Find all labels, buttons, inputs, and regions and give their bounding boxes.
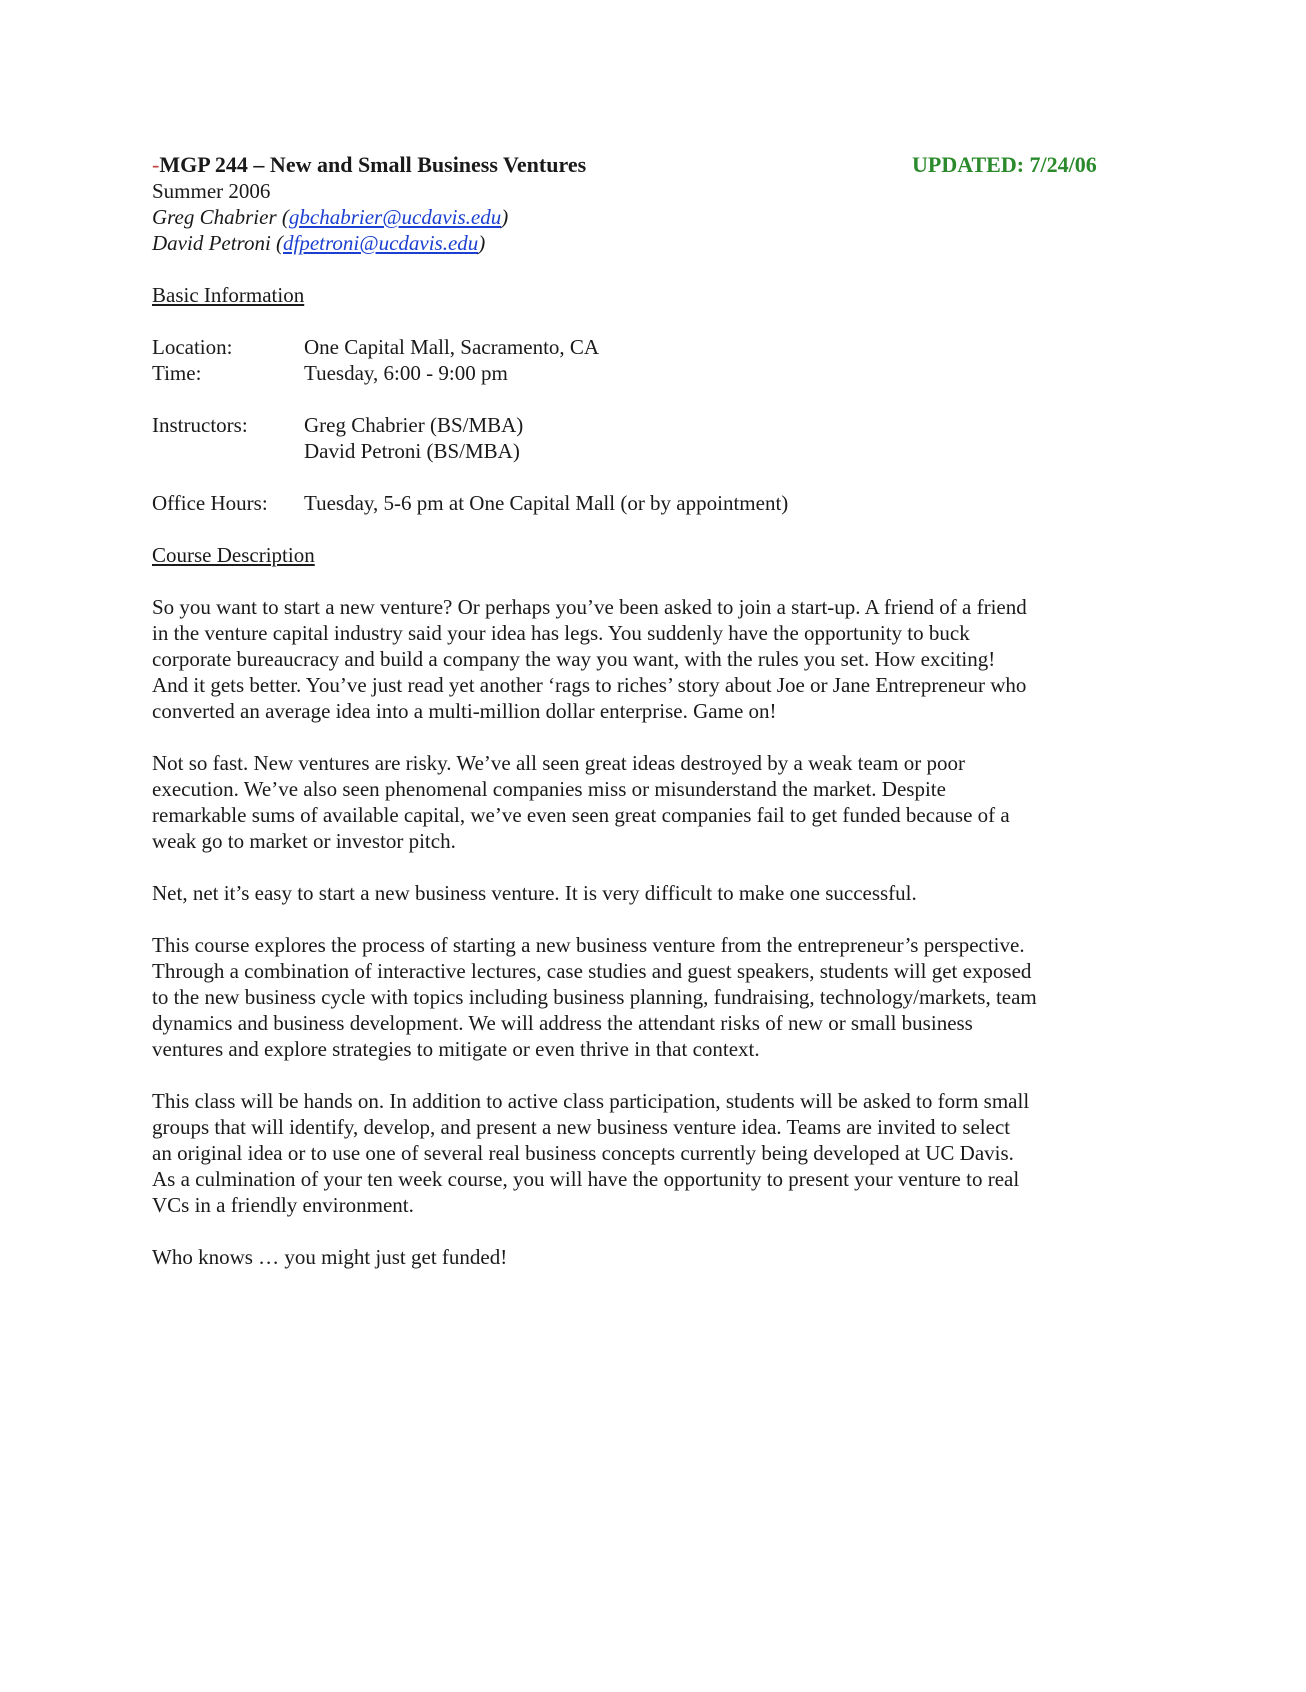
paragraph-line: This class will be hands on. In addition to active class participation, students will be asked to form small: [152, 1089, 1030, 1113]
description-paragraph-1: [152, 594, 1152, 724]
course-title: [152, 152, 586, 178]
paragraph-line: Through a combination of interactive lectures, case studies and guest speakers, students will get exposed: [152, 959, 1032, 983]
paragraph-line: And it gets better. You’ve just read yet another ‘rags to riches’ story about Joe or Jane Entrepreneur who: [152, 673, 1027, 697]
instructor-2-name: David Petroni: [152, 231, 271, 255]
course-description-body: [152, 568, 1152, 1270]
instructor-1-email-link[interactable]: gbchabrier@ucdavis.edu: [288, 205, 502, 229]
header-row: [152, 152, 1152, 178]
instructor-2-email-link[interactable]: dfpetroni@ucdavis.edu: [283, 231, 479, 255]
basic-information-heading: Basic Information: [152, 283, 305, 307]
paragraph-line: converted an average idea into a multi-million dollar enterprise. Game on!: [152, 699, 777, 723]
office-hours-label: Office Hours:: [152, 491, 268, 515]
updated-date: UPDATED: 7/24/06: [912, 152, 1097, 177]
instructor-entry-2: David Petroni (BS/MBA): [304, 439, 520, 463]
paragraph-line: Net, net it’s easy to start a new business venture. It is very difficult to make one successful.: [152, 881, 917, 905]
paragraph-line: weak go to market or investor pitch.: [152, 829, 456, 853]
location-row: [152, 334, 1152, 360]
paragraph-line: to the new business cycle with topics including business planning, fundraising, technology/markets, team: [152, 985, 1037, 1009]
term: Summer 2006: [152, 179, 271, 203]
time-label: Time:: [152, 361, 202, 385]
course-description-heading: Course Description: [152, 543, 315, 567]
paragraph-line: groups that will identify, develop, and present a new business venture idea. Teams are invited to select: [152, 1115, 1011, 1139]
description-paragraph-4: [152, 932, 1152, 1062]
course-title-text: MGP 244 – New and Small Business Ventures: [159, 152, 587, 177]
office-hours-row: [152, 490, 1152, 516]
paragraph-line: execution. We’ve also seen phenomenal companies miss or misunderstand the market. Despite: [152, 777, 946, 801]
instructor-entry-1: Greg Chabrier (BS/MBA): [304, 413, 524, 437]
description-paragraph-2: [152, 750, 1152, 854]
instructor-1-name: Greg Chabrier: [152, 205, 277, 229]
paragraph-line: This course explores the process of starting a new business venture from the entrepreneur’s perspective.: [152, 933, 1025, 957]
paragraph-line: Not so fast. New ventures are risky. We’ve all seen great ideas destroyed by a weak team or poor: [152, 751, 965, 775]
paragraph-line: ventures and explore strategies to mitigate or even thrive in that context.: [152, 1037, 760, 1061]
paragraph-line: Who knows … you might just get funded!: [152, 1245, 508, 1269]
paragraph-line: an original idea or to use one of several real business concepts currently being developed at UC Davis.: [152, 1141, 1014, 1165]
instructors-row: [152, 412, 1152, 464]
title-dash: -: [152, 152, 160, 177]
description-paragraph-3: [152, 880, 1152, 906]
paragraph-line: VCs in a friendly environment.: [152, 1193, 414, 1217]
description-paragraph-6: [152, 1244, 1152, 1270]
paragraph-line: corporate bureaucracy and build a company the way you want, with the rules you set. How exciting!: [152, 647, 996, 671]
description-paragraph-5: [152, 1088, 1152, 1218]
syllabus-page: [152, 152, 1152, 1270]
paragraph-line: in the venture capital industry said your idea has legs. You suddenly have the opportunity to buck: [152, 621, 970, 645]
paragraph-line: As a culmination of your ten week course, you will have the opportunity to present your venture to real: [152, 1167, 1020, 1191]
office-hours-value: Tuesday, 5-6 pm at One Capital Mall (or by appointment): [304, 491, 789, 515]
time-value: Tuesday, 6:00 - 9:00 pm: [304, 361, 508, 385]
paragraph-line: dynamics and business development. We will address the attendant risks of new or small business: [152, 1011, 973, 1035]
instructor-1-contact: Greg Chabrier (gbchabrier@ucdavis.edu): [152, 205, 509, 229]
instructor-2-contact: David Petroni (dfpetroni@ucdavis.edu): [152, 231, 486, 255]
time-row: [152, 360, 1152, 386]
location-label: Location:: [152, 335, 233, 359]
paragraph-line: remarkable sums of available capital, we’ve even seen great companies fail to get funded because of a: [152, 803, 1010, 827]
location-value: One Capital Mall, Sacramento, CA: [304, 335, 600, 359]
paragraph-line: So you want to start a new venture? Or perhaps you’ve been asked to join a start-up. A friend of a friend: [152, 595, 1027, 619]
instructors-label: Instructors:: [152, 413, 248, 437]
basic-info-table: [152, 334, 1152, 516]
